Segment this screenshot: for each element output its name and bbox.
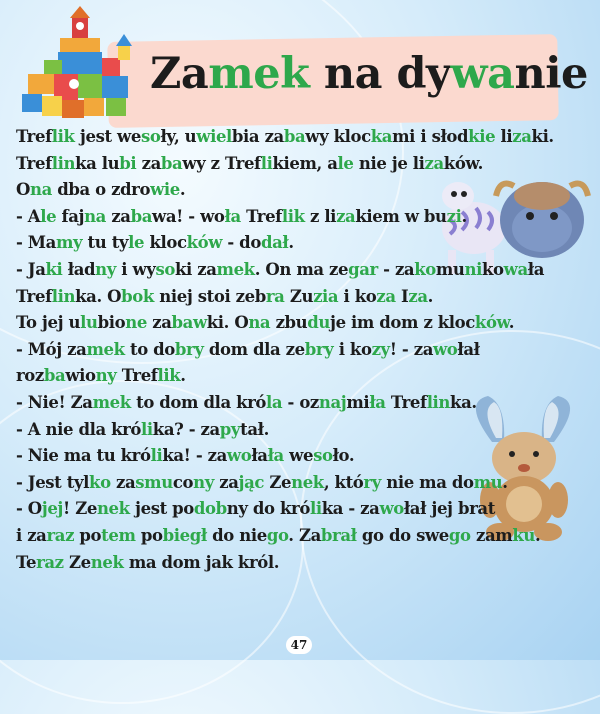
text-segment: - za bbox=[377, 259, 415, 279]
highlighted-syllable: my bbox=[55, 233, 83, 253]
text-segment: za bbox=[110, 472, 136, 492]
text-segment: po bbox=[135, 525, 163, 545]
highlighted-syllable: li bbox=[150, 446, 163, 466]
text-segment: co bbox=[172, 472, 194, 492]
text-segment: Ze bbox=[63, 552, 91, 572]
highlighted-syllable: dał bbox=[260, 233, 289, 253]
highlighted-syllable: go bbox=[266, 525, 289, 545]
highlighted-syllable: so bbox=[155, 259, 175, 279]
highlighted-syllable: le bbox=[128, 233, 145, 253]
highlighted-syllable: lin bbox=[51, 153, 76, 173]
highlighted-syllable: biegł bbox=[162, 525, 207, 545]
story-text bbox=[16, 124, 596, 576]
text-segment: ła bbox=[527, 259, 544, 279]
text-segment: Tref bbox=[385, 392, 427, 412]
text-segment: - do bbox=[222, 233, 261, 253]
text-segment: . bbox=[502, 472, 508, 492]
highlighted-syllable: ne bbox=[125, 313, 147, 333]
highlighted-syllable: ła bbox=[267, 446, 284, 466]
highlighted-syllable: lin bbox=[426, 392, 451, 412]
text-segment: - Jest tyl bbox=[16, 472, 90, 492]
highlighted-syllable: le bbox=[40, 206, 57, 226]
highlighted-syllable: tem bbox=[101, 525, 136, 545]
text-segment: Ze bbox=[264, 472, 292, 492]
highlighted-syllable: za bbox=[376, 286, 396, 306]
text-segment: - A nie dla kró bbox=[16, 419, 142, 439]
toy-blocks-castle-icon bbox=[14, 6, 144, 122]
text-segment: ko bbox=[482, 259, 504, 279]
text-segment: Te bbox=[16, 552, 37, 572]
text-segment: ka! - za bbox=[162, 446, 227, 466]
highlighted-syllable: du bbox=[307, 313, 331, 333]
story-line bbox=[16, 523, 596, 550]
page-number: 47 bbox=[286, 636, 312, 654]
highlighted-syllable: ka bbox=[370, 127, 393, 146]
highlighted-syllable: nek bbox=[90, 552, 124, 572]
highlighted-syllable: dob bbox=[193, 499, 227, 519]
story-line bbox=[16, 496, 596, 523]
highlighted-syllable: za bbox=[336, 206, 356, 226]
text-segment: mu bbox=[435, 259, 465, 279]
text-segment: - Ja bbox=[16, 259, 46, 279]
text-segment: tał. bbox=[240, 419, 269, 439]
text-segment: to do bbox=[124, 339, 175, 359]
highlighted-syllable: lin bbox=[51, 286, 76, 306]
highlighted-syllable: ków bbox=[474, 313, 509, 333]
highlighted-syllable: py bbox=[219, 419, 241, 439]
highlighted-syllable: lik bbox=[157, 366, 181, 386]
highlighted-syllable: wo bbox=[226, 446, 252, 466]
text-segment: nie ma do bbox=[380, 472, 474, 492]
highlighted-syllable: raz bbox=[36, 552, 64, 572]
highlighted-syllable: nek bbox=[291, 472, 324, 492]
story-line bbox=[16, 177, 596, 204]
highlighted-syllable: ny bbox=[193, 472, 214, 492]
highlighted-syllable: ni bbox=[464, 259, 482, 279]
story-line bbox=[16, 443, 596, 470]
highlighted-syllable: mek bbox=[86, 339, 125, 359]
highlighted-syllable: kie bbox=[468, 127, 496, 146]
highlighted-syllable: go bbox=[448, 525, 471, 545]
highlighted-syllable: ła bbox=[224, 206, 241, 226]
text-segment: . bbox=[427, 286, 433, 306]
text-segment: ! Ze bbox=[63, 499, 97, 519]
highlighted-syllable: bi bbox=[119, 153, 137, 173]
text-segment: zbu bbox=[270, 313, 308, 333]
highlighted-syllable: ry bbox=[363, 472, 381, 492]
text-segment: ny do kró bbox=[226, 499, 310, 519]
text-segment: jest we bbox=[74, 127, 141, 146]
text-segment: bia za bbox=[231, 127, 284, 146]
text-segment: kiem w bu bbox=[355, 206, 447, 226]
page-title bbox=[150, 46, 588, 102]
highlighted-syllable: wo bbox=[433, 339, 458, 359]
text-segment: kiem, a bbox=[272, 153, 338, 173]
highlighted-syllable: baw bbox=[171, 313, 207, 333]
text-segment: ło. bbox=[332, 446, 355, 466]
text-segment: - O bbox=[16, 499, 42, 519]
text-segment: na dy bbox=[309, 49, 451, 99]
highlighted-syllable: bry bbox=[174, 339, 204, 359]
text-segment: i ko bbox=[333, 339, 372, 359]
highlighted-syllable: ba bbox=[160, 153, 183, 173]
highlighted-syllable: ba bbox=[43, 366, 66, 386]
text-segment: . bbox=[508, 313, 515, 333]
text-segment: mi i słod bbox=[392, 127, 469, 146]
text-segment: - Nie! Za bbox=[16, 392, 93, 412]
text-segment: Tref bbox=[16, 153, 52, 173]
text-segment: - Ma bbox=[16, 233, 56, 253]
highlighted-syllable: lu bbox=[80, 313, 98, 333]
text-segment: ły, u bbox=[160, 127, 197, 146]
highlighted-syllable: wa bbox=[503, 259, 528, 279]
highlighted-syllable: ku bbox=[512, 525, 535, 545]
text-segment: ki za bbox=[175, 259, 217, 279]
highlighted-syllable: na bbox=[29, 180, 52, 200]
text-segment: I bbox=[395, 286, 409, 306]
highlighted-syllable: wiel bbox=[196, 127, 232, 146]
text-segment: nie bbox=[514, 49, 588, 99]
text-segment: dom dla ze bbox=[203, 339, 305, 359]
highlighted-syllable: lik bbox=[281, 206, 305, 226]
text-segment: je im dom z kloc bbox=[330, 313, 475, 333]
text-segment: , któ bbox=[323, 472, 364, 492]
story-line bbox=[16, 257, 596, 284]
text-segment: ka? - za bbox=[152, 419, 220, 439]
highlighted-syllable: ków bbox=[186, 233, 223, 253]
highlighted-syllable: so bbox=[140, 127, 161, 146]
text-segment: nie je li bbox=[353, 153, 425, 173]
highlighted-syllable: ra bbox=[265, 286, 285, 306]
highlighted-syllable: li bbox=[309, 499, 322, 519]
text-segment: łał bbox=[457, 339, 480, 359]
highlighted-syllable: ny bbox=[95, 366, 117, 386]
text-segment: li bbox=[495, 127, 513, 146]
highlighted-syllable: ła bbox=[369, 392, 386, 412]
text-segment: . bbox=[534, 525, 541, 545]
highlighted-syllable: smu bbox=[135, 472, 173, 492]
text-segment: tu ty bbox=[82, 233, 129, 253]
text-segment: . On ma ze bbox=[254, 259, 349, 279]
story-line bbox=[16, 550, 596, 577]
highlighted-syllable: li bbox=[141, 419, 153, 439]
text-segment: Tref bbox=[116, 366, 158, 386]
highlighted-syllable: mek bbox=[216, 259, 255, 279]
highlighted-syllable: nek bbox=[96, 499, 130, 519]
text-segment: we bbox=[283, 446, 314, 466]
highlighted-syllable: so bbox=[313, 446, 333, 466]
text-segment: wio bbox=[65, 366, 96, 386]
story-line bbox=[16, 310, 596, 337]
text-segment: ka - za bbox=[321, 499, 380, 519]
highlighted-syllable: za bbox=[512, 127, 532, 146]
text-segment: kloc bbox=[144, 233, 187, 253]
text-segment: bio bbox=[97, 313, 126, 333]
text-segment: ki. bbox=[531, 127, 554, 146]
story-line bbox=[16, 337, 596, 364]
text-segment: jest po bbox=[129, 499, 194, 519]
text-segment: Zu bbox=[284, 286, 314, 306]
highlighted-syllable: ko bbox=[414, 259, 436, 279]
text-segment: wy z Tref bbox=[182, 153, 261, 173]
text-segment: za bbox=[213, 472, 239, 492]
highlighted-syllable: la bbox=[266, 392, 283, 412]
highlighted-syllable: lik bbox=[51, 127, 75, 146]
text-segment: - Nie ma tu kró bbox=[16, 446, 151, 466]
text-segment: . bbox=[180, 366, 186, 386]
highlighted-syllable: zy bbox=[371, 339, 390, 359]
text-segment: wy kloc bbox=[305, 127, 371, 146]
text-segment: ki. O bbox=[206, 313, 249, 333]
highlighted-syllable: za bbox=[424, 153, 444, 173]
text-segment: faj bbox=[56, 206, 85, 226]
story-line bbox=[16, 417, 596, 444]
highlighted-syllable: mek bbox=[208, 49, 310, 99]
text-segment: dba o zdro bbox=[51, 180, 151, 200]
highlighted-syllable: jąc bbox=[238, 472, 265, 492]
story-line bbox=[16, 151, 596, 178]
highlighted-syllable: li bbox=[260, 153, 273, 173]
highlighted-syllable: za bbox=[408, 286, 428, 306]
text-segment: mi bbox=[346, 392, 370, 412]
highlighted-syllable: jej bbox=[41, 499, 64, 519]
text-segment: . bbox=[288, 233, 294, 253]
highlighted-syllable: zia bbox=[313, 286, 339, 306]
story-line bbox=[16, 230, 596, 257]
highlighted-syllable: naj bbox=[318, 392, 347, 412]
text-segment: Tref bbox=[16, 127, 52, 146]
text-segment: roz bbox=[16, 366, 44, 386]
text-segment: ka. O bbox=[75, 286, 122, 306]
text-segment: i ko bbox=[338, 286, 377, 306]
text-segment: go do swe bbox=[356, 525, 449, 545]
story-line bbox=[16, 470, 596, 497]
story-line bbox=[16, 390, 596, 417]
text-segment: ka lu bbox=[75, 153, 120, 173]
highlighted-syllable: wo bbox=[379, 499, 404, 519]
text-segment: i za bbox=[16, 525, 47, 545]
highlighted-syllable: brał bbox=[320, 525, 357, 545]
text-segment: ma dom jak król. bbox=[123, 552, 280, 572]
text-segment: ka. bbox=[450, 392, 477, 412]
text-segment: Tref bbox=[240, 206, 282, 226]
text-segment: z li bbox=[304, 206, 337, 226]
highlighted-syllable: na bbox=[84, 206, 106, 226]
text-segment: za bbox=[146, 313, 172, 333]
highlighted-syllable: mu bbox=[473, 472, 503, 492]
text-segment: ład bbox=[62, 259, 96, 279]
text-segment: ! - za bbox=[389, 339, 433, 359]
highlighted-syllable: mek bbox=[92, 392, 131, 412]
story-line bbox=[16, 284, 596, 311]
text-segment: . bbox=[461, 206, 467, 226]
highlighted-syllable: le bbox=[337, 153, 354, 173]
text-segment: . Za bbox=[288, 525, 321, 545]
text-segment: Za bbox=[150, 49, 209, 99]
text-segment: i wy bbox=[115, 259, 156, 279]
text-segment: O bbox=[16, 180, 30, 200]
highlighted-syllable: zi bbox=[446, 206, 462, 226]
text-segment: Tref bbox=[16, 286, 52, 306]
text-segment: - oz bbox=[282, 392, 319, 412]
story-line bbox=[16, 363, 596, 390]
text-segment: - A bbox=[16, 206, 41, 226]
text-segment: - Mój za bbox=[16, 339, 87, 359]
highlighted-syllable: ny bbox=[95, 259, 116, 279]
text-segment: ła bbox=[251, 446, 268, 466]
highlighted-syllable: wie bbox=[150, 180, 180, 200]
text-segment: niej stoi zeb bbox=[153, 286, 266, 306]
highlighted-syllable: na bbox=[248, 313, 271, 333]
highlighted-syllable: ko bbox=[89, 472, 111, 492]
text-segment: . bbox=[179, 180, 186, 200]
highlighted-syllable: wa bbox=[450, 49, 515, 99]
text-segment: to dom dla kró bbox=[130, 392, 267, 412]
highlighted-syllable: raz bbox=[46, 525, 75, 545]
highlighted-syllable: ba bbox=[130, 206, 153, 226]
text-segment: łał jej brat bbox=[403, 499, 495, 519]
highlighted-syllable: ba bbox=[283, 127, 306, 146]
text-segment: To jej u bbox=[16, 313, 81, 333]
text-segment: do nie bbox=[206, 525, 267, 545]
text-segment: ków. bbox=[443, 153, 483, 173]
story-line bbox=[16, 204, 596, 231]
text-segment: wa! - wo bbox=[152, 206, 225, 226]
text-segment: za bbox=[136, 153, 161, 173]
highlighted-syllable: gar bbox=[348, 259, 378, 279]
story-line bbox=[16, 124, 596, 151]
highlighted-syllable: bok bbox=[121, 286, 154, 306]
highlighted-syllable: ki bbox=[45, 259, 63, 279]
text-segment: za bbox=[105, 206, 131, 226]
text-segment: zam bbox=[470, 525, 513, 545]
highlighted-syllable: bry bbox=[304, 339, 334, 359]
text-segment: po bbox=[74, 525, 102, 545]
